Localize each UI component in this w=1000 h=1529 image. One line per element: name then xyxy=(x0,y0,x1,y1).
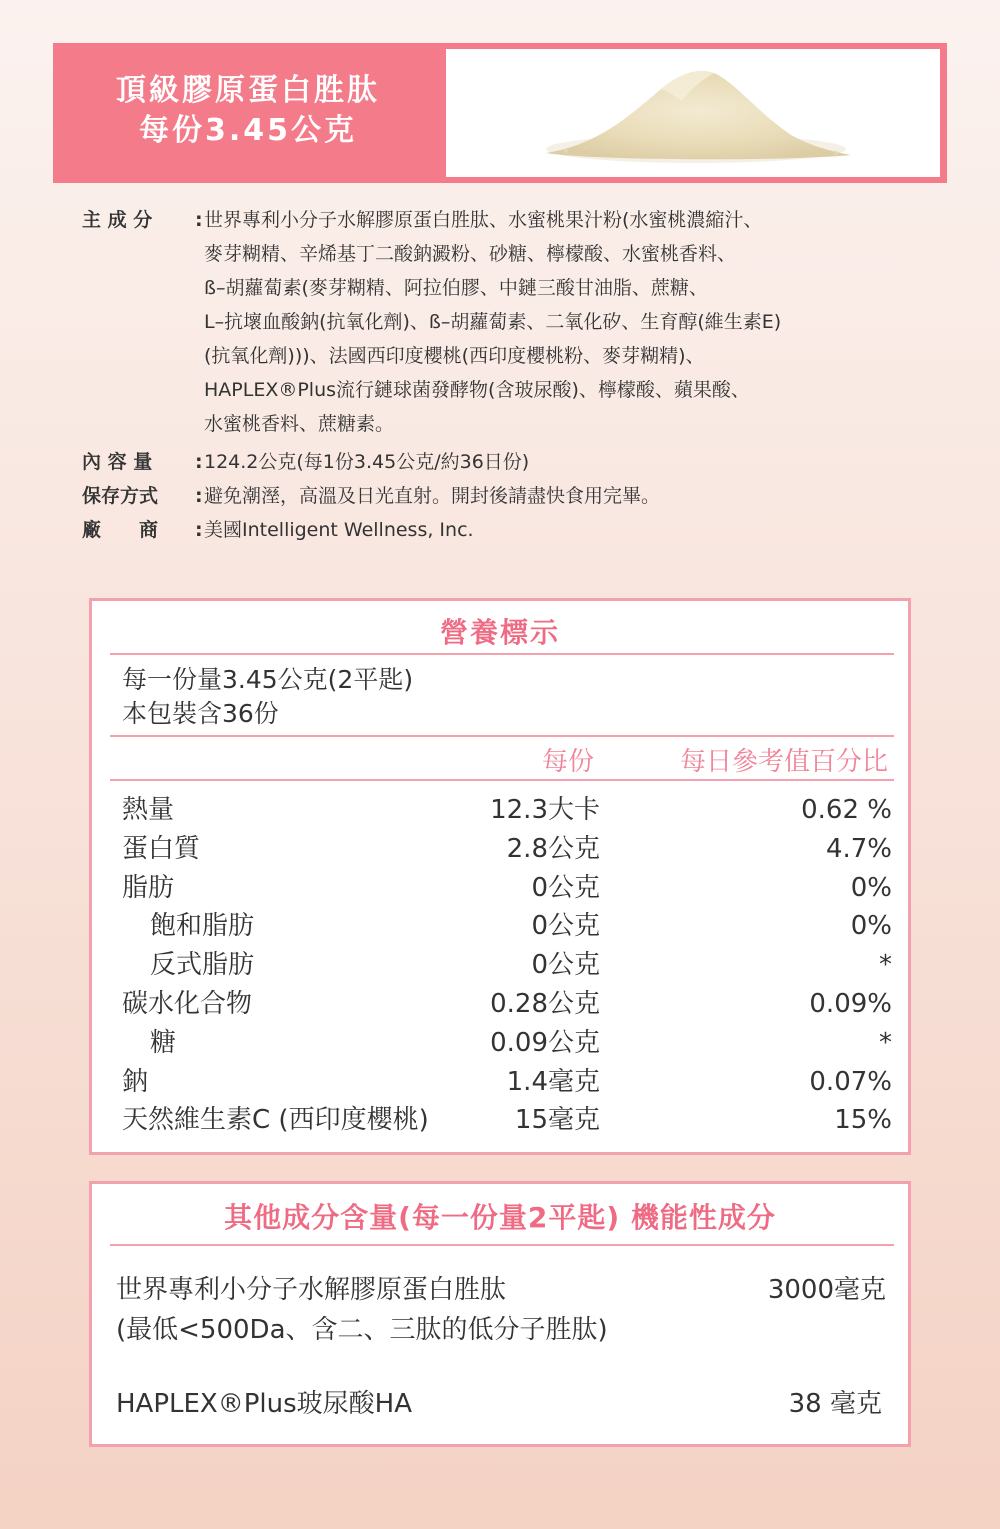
nutrient-name: 脂肪 xyxy=(122,872,175,903)
collagen-name xyxy=(116,1270,608,1350)
divider xyxy=(110,653,894,655)
nutrition-title: 營養標示 xyxy=(439,616,560,649)
nutrition-row xyxy=(122,791,892,830)
nutrient-per-serving: 1.4毫克 xyxy=(506,1066,600,1097)
nutrient-daily-value: 0.09% xyxy=(809,988,892,1019)
nutrient-daily-value: 4.7% xyxy=(825,833,892,864)
collagen-name-line1: 世界專利小分子水解膠原蛋白胜肽 xyxy=(116,1275,507,1305)
nutrition-row xyxy=(122,1063,892,1102)
nutrient-name: 糖 xyxy=(150,1027,177,1058)
nutrient-name: 蛋白質 xyxy=(122,833,201,864)
product-title-line1: 頂級膠原蛋白胜肽 xyxy=(116,73,380,108)
nutrition-panel xyxy=(89,598,911,1155)
content-label: 內 容 量 xyxy=(82,451,153,473)
nutrient-per-serving: 2.8公克 xyxy=(506,833,600,864)
nutrition-rows xyxy=(122,791,892,1140)
collagen-name-line2: (最低<500Da、含二、三肽的低分子胜肽) xyxy=(116,1315,608,1345)
nutrient-per-serving: 0.09公克 xyxy=(490,1027,600,1058)
nutrient-per-serving: 12.3大卡 xyxy=(490,795,600,825)
ingredients-label: 主 成 分 xyxy=(82,209,153,231)
haplex-name: HAPLEX®Plus玻尿酸HA xyxy=(116,1389,413,1419)
haplex-amount: 38 毫克 xyxy=(788,1389,882,1419)
nutrition-row xyxy=(122,869,892,908)
product-info xyxy=(82,203,942,547)
nutrient-per-serving: 0.28公克 xyxy=(490,988,600,1019)
serving-info xyxy=(122,663,413,731)
functional-ingredients-panel xyxy=(89,1181,911,1447)
serving-size: 每一份量3.45公克(2平匙) xyxy=(122,665,414,694)
divider xyxy=(110,735,894,737)
nutrition-row xyxy=(122,907,892,946)
nutrient-name: 鈉 xyxy=(122,1066,149,1097)
nutrient-per-serving: 0公克 xyxy=(531,950,600,981)
servings-per-pack: 本包裝含36份 xyxy=(122,699,279,728)
ingredients-row xyxy=(82,203,942,441)
maker-row xyxy=(82,513,942,547)
col-per-serving: 每份 xyxy=(542,747,595,777)
storage-text: 避免潮溼，高溫及日光直射。開封後請盡快食用完畢。 xyxy=(204,485,661,507)
maker-label: 廠 商 xyxy=(82,519,159,541)
ingredients-text: 世界專利小分子水解膠原蛋白胜肽、水蜜桃果汁粉(水蜜桃濃縮汁、 麥芽糊精、辛烯基丁二酸鈉澱粉、砂糖、檸檬酸、水蜜桃香料、 ß–胡蘿蔔素(麥芽糊精、阿拉伯膠、中鏈三酸甘油脂、蔗糖、 L–抗壞血酸鈉(抗氧化劑)、ß–胡蘿蔔素、二氧化矽、生育醇(維生素E) (抗氧化劑)))、法國西印度櫻桃(西印度櫻桃粉、麥芽糊精)、 HAPLEX®Plus流行鏈球菌發酵物(含玻尿酸)、檸檬酸、蘋果酸、 水蜜桃香料、蔗糖素。 xyxy=(204,209,782,435)
functional-title: 其他成分含量(每一份量2平匙) 機能性成分 xyxy=(224,1201,776,1234)
nutrient-name: 反式脂肪 xyxy=(150,950,255,981)
nutrient-daily-value: 0% xyxy=(850,911,892,942)
product-title-line2: 每份3.45公克 xyxy=(138,113,358,148)
divider xyxy=(110,1244,894,1246)
nutrient-name: 碳水化合物 xyxy=(122,988,253,1019)
powder-pile-illustration xyxy=(446,49,940,177)
maker-colon: : xyxy=(195,519,203,541)
product-banner xyxy=(53,43,947,183)
nutrient-per-serving: 15毫克 xyxy=(514,1105,600,1136)
maker-text: 美國Intelligent Wellness, Inc. xyxy=(204,519,474,541)
nutrient-daily-value: * xyxy=(879,1027,892,1058)
nutrient-name: 熱量 xyxy=(122,795,175,825)
nutrition-row xyxy=(122,1101,892,1140)
storage-row xyxy=(82,479,942,513)
nutrient-daily-value: 0.62 % xyxy=(801,795,892,825)
nutrient-daily-value: 15% xyxy=(834,1105,892,1136)
nutrient-name: 飽和脂肪 xyxy=(150,911,255,942)
powder-image xyxy=(446,49,940,177)
content-row xyxy=(82,445,942,479)
nutrition-row xyxy=(122,1024,892,1063)
product-title xyxy=(53,71,443,151)
storage-colon: : xyxy=(195,485,203,507)
nutrient-per-serving: 0公克 xyxy=(531,911,600,942)
nutrition-row xyxy=(122,985,892,1024)
content-colon: : xyxy=(195,451,203,473)
nutrient-per-serving: 0公克 xyxy=(531,872,600,903)
collagen-amount: 3000毫克 xyxy=(767,1275,886,1305)
ingredients-colon: : xyxy=(195,209,203,231)
divider xyxy=(110,779,894,781)
nutrient-daily-value: 0% xyxy=(850,872,892,903)
storage-label: 保存方式 xyxy=(82,485,159,507)
nutrition-row xyxy=(122,830,892,869)
content-text: 124.2公克(每1份3.45公克/約36日份) xyxy=(204,451,530,473)
col-daily-value: 每日參考值百分比 xyxy=(679,747,888,777)
nutrient-name: 天然維生素C (西印度櫻桃) xyxy=(122,1105,429,1136)
nutrient-daily-value: * xyxy=(879,950,892,981)
nutrient-daily-value: 0.07% xyxy=(809,1066,892,1097)
nutrition-row xyxy=(122,946,892,985)
